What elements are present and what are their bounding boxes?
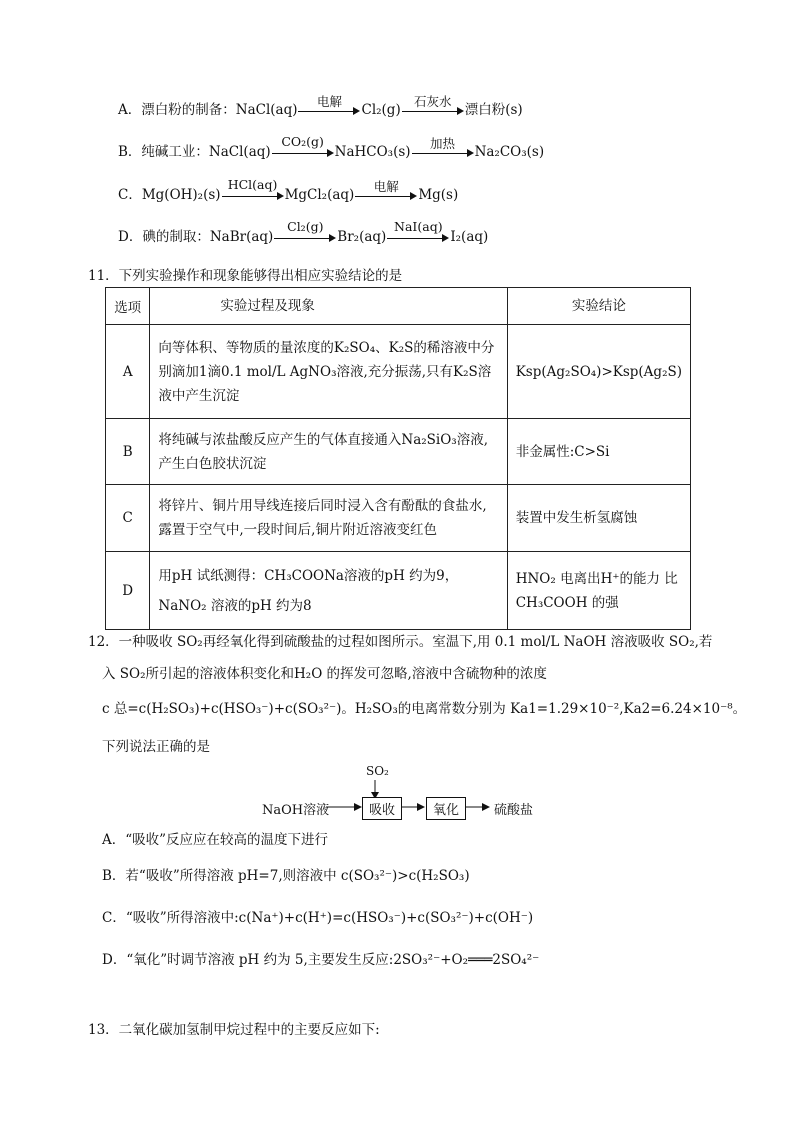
species: Mg(OH)₂(s): [141, 187, 221, 203]
q13-stem: 13．二氧化碳加氢制甲烷过程中的主要反应如下:: [88, 1022, 380, 1038]
q12-option-c: C．“吸收”所得溶液中:c(Na⁺)+c(H⁺)=c(HSO₃⁻)+c(SO₃²⁻)+c(OH⁻): [102, 910, 534, 926]
procedure-cell: [150, 552, 507, 630]
conclusion-cell: 非金属性:C>Si: [507, 419, 690, 485]
column-header: 选项: [106, 288, 150, 325]
q12-option-b: B．若“吸收”所得溶液 pH=7,则溶液中 c(SO₃²⁻)>c(H₂SO₃): [102, 868, 470, 884]
experiment-table: [105, 287, 691, 630]
species: Mg(s): [418, 187, 459, 203]
step-absorb-box: 吸收: [362, 797, 402, 820]
procedure-cell: 将锌片、铜片用导线连接后同时浸入含有酚酞的食盐水,露置于空气中,一段时间后,铜片附近溶液变红色: [150, 485, 507, 552]
process-diagram: [262, 764, 542, 824]
q12-option-d: D．“氧化”时调节溶液 pH 约为 5,主要发生反应:2SO₃²⁻+O₂═══2SO₄²⁻: [102, 952, 540, 968]
reaction-arrow: [387, 218, 449, 245]
q10-option-d: [118, 218, 489, 245]
q10-option-a: [118, 93, 523, 118]
table-row: [106, 485, 691, 552]
conclusion-cell: HNO₂ 电离出H⁺的能力 比 CH₃COOH 的强: [507, 552, 690, 630]
option-label: A．漂白粉的制备：: [118, 102, 236, 118]
table-row: [106, 419, 691, 485]
table-row: [106, 325, 691, 419]
option-cell: D: [106, 552, 150, 630]
option-cell: A: [106, 325, 150, 419]
species: MgCl₂(aq): [284, 187, 355, 203]
q11-stem: 11．下列实验操作和现象能够得出相应实验结论的是: [88, 268, 403, 284]
arrow-condition: Cl₂(g): [287, 218, 324, 234]
product-label: 硫酸盐: [494, 803, 534, 818]
option-label: B．纯碱工业：: [118, 144, 209, 160]
reaction-arrow: [222, 176, 284, 203]
species: NaBr(aq): [209, 229, 274, 245]
option-cell: B: [106, 419, 150, 485]
reaction-arrow: [412, 135, 474, 160]
arrow-condition: HCl(aq): [227, 176, 278, 192]
column-header: 实验过程及现象: [150, 288, 507, 325]
reaction-arrow: [274, 218, 336, 245]
species: Na₂CO₃(s): [474, 144, 545, 160]
conclusion-cell: Ksp(Ag₂SO₄)>Ksp(Ag₂S): [507, 325, 690, 419]
species: NaCl(aq): [208, 144, 271, 160]
conclusion-cell: 装置中发生析氢腐蚀: [507, 485, 690, 552]
gas-label: SO₂: [366, 764, 389, 778]
arrow-condition: NaI(aq): [394, 218, 443, 234]
q12-option-a: A．“吸收”反应应在较高的温度下进行: [102, 832, 329, 848]
reaction-arrow: [298, 93, 360, 118]
input-label: NaOH溶液: [262, 803, 330, 818]
option-cell: C: [106, 485, 150, 552]
option-label: C．: [118, 187, 142, 203]
procedure-line: 用pH 试纸测得：CH₃COONa溶液的pH 约为9，: [158, 567, 459, 584]
species: Cl₂(g): [361, 102, 401, 118]
reaction-arrow: [402, 93, 464, 118]
q10-option-c: [118, 176, 459, 203]
reaction-arrow: [355, 178, 417, 203]
q10-option-b: [118, 133, 545, 160]
q12-stem-line2: 入 SO₂所引起的溶液体积变化和H₂O 的挥发可忽略,溶液中含硫物种的浓度: [102, 666, 547, 682]
reaction-arrow: [272, 133, 334, 160]
arrow-condition: 电解: [373, 178, 399, 194]
species: NaHCO₃(s): [334, 144, 411, 160]
q12-stem-line1: 12．一种吸收 SO₂再经氧化得到硫酸盐的过程如图所示。室温下,用 0.1 mol/L NaOH 溶液吸收 SO₂,若: [88, 634, 713, 650]
arrow-condition: 电解: [316, 93, 342, 109]
arrow-condition: CO₂(g): [281, 133, 324, 149]
step-oxidize-box: 氧化: [426, 797, 466, 820]
procedure-line: NaNO₂ 溶液的pH 约为8: [158, 597, 312, 614]
procedure-cell: 向等体积、等物质的量浓度的K₂SO₄、K₂S的稀溶液中分别滴加1滴0.1 mol/L AgNO₃溶液,充分振荡,只有K₂S溶液中产生沉淀: [150, 325, 507, 419]
arrow-condition: 石灰水: [413, 93, 452, 109]
species: Br₂(aq): [337, 229, 387, 245]
species: 漂白粉(s): [464, 102, 523, 118]
option-label: D．碘的制取：: [118, 229, 210, 245]
procedure-cell: 将纯碱与浓盐酸反应产生的气体直接通入Na₂SiO₃溶液,产生白色胶状沉淀: [150, 419, 507, 485]
q12-stem-line4: 下列说法正确的是: [102, 739, 210, 755]
q12-stem-line3: c 总=c(H₂SO₃)+c(HSO₃⁻)+c(SO₃²⁻)。H₂SO₃的电离常数分别为 Ka1=1.29×10⁻²,Ka2=6.24×10⁻⁸。: [102, 701, 747, 717]
table-row: [106, 552, 691, 630]
arrow-condition: 加热: [430, 135, 456, 151]
column-header: 实验结论: [507, 288, 690, 325]
table-header-row: [106, 288, 691, 325]
species: I₂(aq): [450, 229, 489, 245]
species: NaCl(aq): [235, 102, 298, 118]
